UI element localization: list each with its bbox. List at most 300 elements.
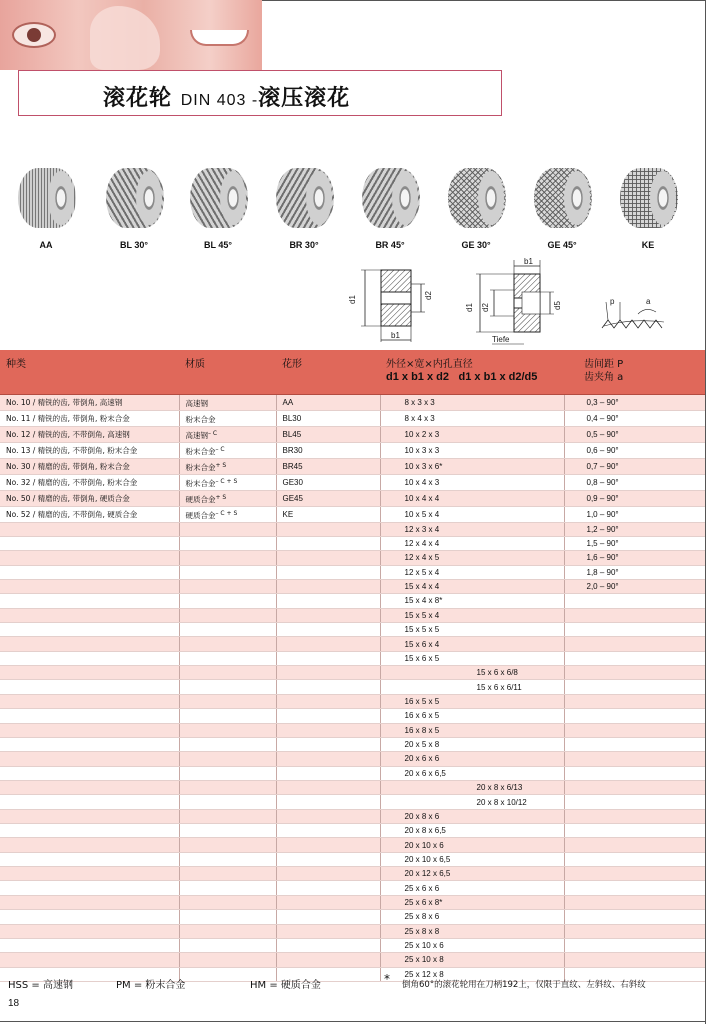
cell-material [179, 824, 276, 838]
cell-pattern [276, 608, 380, 622]
material-suffix: + S [215, 493, 227, 501]
cell-type [0, 938, 179, 952]
cell-pitch [564, 490, 705, 506]
cell-material-text: 粉末合金 [185, 478, 216, 488]
cell-material [179, 637, 276, 651]
cell-dimensions-text: 20 x 8 x 6/13 [476, 783, 523, 793]
table-row [0, 938, 705, 952]
table-header-row [0, 350, 705, 394]
cell-dimensions-text: 8 x 4 x 3 [404, 413, 435, 423]
cell-pattern-text: GE30 [282, 477, 303, 487]
cell-pattern [276, 852, 380, 866]
cell-pattern [276, 623, 380, 637]
cell-pitch [564, 594, 705, 608]
cell-material [179, 895, 276, 909]
title-cn: 滚花轮 [103, 86, 173, 111]
material-suffix: + S [215, 461, 227, 469]
cell-pitch-text: 0,7 – 90° [586, 461, 619, 471]
material-suffix: – C + S [215, 509, 238, 517]
material-suffix: – C + S [215, 477, 238, 485]
cell-pattern [276, 666, 380, 680]
table-row [0, 924, 705, 938]
title-cn2: 滚压滚花 [258, 86, 351, 111]
cell-material-text: 高速钢 [185, 430, 208, 440]
wheel-bl45-icon [190, 168, 248, 230]
cell-pitch-text: 0,5 – 90° [586, 429, 619, 439]
header-material: 材质 [179, 350, 276, 394]
cell-material [179, 506, 276, 522]
cell-material [179, 623, 276, 637]
cell-pitch [564, 551, 705, 565]
cell-pattern [276, 680, 380, 694]
knurl-spec-table [0, 350, 705, 982]
cell-material [179, 953, 276, 967]
cell-pattern-text: AA [282, 397, 294, 407]
material-suffix: – C [215, 445, 225, 453]
cell-pitch [564, 938, 705, 952]
table-row [0, 506, 705, 522]
cell-pattern [276, 565, 380, 579]
profile-p-label: p [610, 297, 615, 306]
cell-dimensions-text: 25 x 6 x 8* [404, 898, 443, 908]
cell-dimensions-text: 12 x 4 x 4 [404, 539, 440, 549]
cell-pattern [276, 723, 380, 737]
cell-type [0, 506, 179, 522]
table-row [0, 867, 705, 881]
cell-dimensions-text: 20 x 8 x 10/12 [476, 797, 527, 807]
cell-type [0, 895, 179, 909]
cell-type [0, 838, 179, 852]
drawing-section-plain [345, 262, 445, 348]
table-row [0, 623, 705, 637]
cell-dimensions-text: 10 x 5 x 4 [404, 509, 440, 519]
header-dims-line1: 外径×宽×内孔直径 [386, 359, 473, 370]
cell-pattern [276, 824, 380, 838]
table-row [0, 651, 705, 665]
cell-dimensions-text: 12 x 3 x 4 [404, 524, 440, 534]
cell-dimensions-text: 20 x 10 x 6,5 [404, 854, 451, 864]
cell-material [179, 924, 276, 938]
cell-dimensions [380, 536, 564, 550]
cell-material [179, 551, 276, 565]
cell-pitch [564, 666, 705, 680]
wheel-label-ke: KE [641, 240, 655, 250]
cell-material-text: 粉末合金 [185, 462, 216, 472]
cell-pitch [564, 852, 705, 866]
cell-material [179, 838, 276, 852]
cell-dimensions-text: 10 x 4 x 4 [404, 493, 440, 503]
cell-pattern [276, 867, 380, 881]
cell-pattern [276, 426, 380, 442]
cell-pattern [276, 752, 380, 766]
cell-pitch [564, 809, 705, 823]
cell-dimensions-text: 16 x 5 x 5 [404, 696, 440, 706]
cell-pitch-text: 0,4 – 90° [586, 413, 619, 423]
cell-pitch [564, 522, 705, 536]
cell-dimensions-text: 20 x 5 x 8 [404, 740, 440, 750]
cell-dimensions-text: 25 x 8 x 8 [404, 926, 440, 936]
cell-pitch [564, 458, 705, 474]
cell-pitch [564, 752, 705, 766]
dim-tiefe-label: Tiefe [492, 335, 510, 344]
header-banner-photo [0, 0, 262, 70]
cell-pitch [564, 881, 705, 895]
cell-pitch [564, 838, 705, 852]
table-row [0, 780, 705, 794]
cell-pitch [564, 723, 705, 737]
table-row [0, 522, 705, 536]
wheel-br45-icon [362, 168, 420, 230]
cell-type [0, 474, 179, 490]
cell-pitch [564, 694, 705, 708]
cell-material [179, 651, 276, 665]
cell-dimensions [380, 490, 564, 506]
cell-dimensions [380, 895, 564, 909]
cell-type [0, 766, 179, 780]
cell-material-text: 硬质合金 [185, 510, 216, 520]
table-row [0, 410, 705, 426]
cell-material [179, 852, 276, 866]
cell-type [0, 953, 179, 967]
cell-pitch [564, 780, 705, 794]
cell-dimensions [380, 551, 564, 565]
cell-dimensions-text: 10 x 3 x 6* [404, 461, 443, 471]
cell-material [179, 795, 276, 809]
cell-material [179, 474, 276, 490]
cell-material [179, 809, 276, 823]
cell-dimensions [380, 680, 564, 694]
cell-type [0, 536, 179, 550]
cell-type [0, 490, 179, 506]
cell-dimensions [380, 565, 564, 579]
title-din: DIN 403 - [180, 92, 259, 109]
cell-pitch [564, 426, 705, 442]
cell-dimensions [380, 737, 564, 751]
table-row [0, 490, 705, 506]
cell-dimensions [380, 637, 564, 651]
drawing-tooth-profile [598, 292, 668, 338]
cell-pitch [564, 824, 705, 838]
title-box [18, 70, 502, 116]
header-pattern: 花形 [276, 350, 380, 394]
cell-material [179, 594, 276, 608]
cell-material [179, 867, 276, 881]
header-pitch [564, 350, 705, 394]
cell-dimensions-text: 16 x 6 x 5 [404, 711, 440, 721]
cell-type [0, 623, 179, 637]
cell-dimensions [380, 795, 564, 809]
legend-hss: HSS = 高速钢 [8, 980, 73, 991]
cell-pitch [564, 867, 705, 881]
cell-dimensions-text: 15 x 6 x 5 [404, 653, 440, 663]
cell-type [0, 594, 179, 608]
cell-dimensions [380, 780, 564, 794]
cell-pitch [564, 680, 705, 694]
table-row [0, 458, 705, 474]
dim-d1-label-2: d1 [465, 303, 474, 312]
cell-type [0, 608, 179, 622]
cell-pitch [564, 506, 705, 522]
cell-type [0, 809, 179, 823]
cell-pattern [276, 474, 380, 490]
cell-dimensions [380, 938, 564, 952]
page-number: 18 [8, 998, 20, 1009]
cell-dimensions [380, 709, 564, 723]
cell-pitch-text: 2,0 – 90° [586, 582, 619, 592]
cell-dimensions [380, 623, 564, 637]
cell-type [0, 651, 179, 665]
cell-type [0, 824, 179, 838]
cell-material [179, 410, 276, 426]
cell-dimensions [380, 594, 564, 608]
table-row [0, 895, 705, 909]
dim-d5-label: d5 [553, 301, 562, 310]
cell-dimensions [380, 752, 564, 766]
cell-material [179, 394, 276, 410]
cell-dimensions-text: 20 x 12 x 6,5 [404, 869, 451, 879]
cell-dimensions [380, 694, 564, 708]
cell-pattern [276, 637, 380, 651]
header-pitch-line1: 齿间距 P [584, 359, 624, 370]
cell-material [179, 723, 276, 737]
cell-dimensions-text: 25 x 8 x 6 [404, 912, 440, 922]
cell-pitch [564, 623, 705, 637]
cell-dimensions-text: 20 x 8 x 6,5 [404, 826, 446, 836]
cell-dimensions-text: 10 x 2 x 3 [404, 429, 440, 439]
cell-pattern [276, 551, 380, 565]
wheel-ge45-icon [534, 168, 592, 230]
cell-dimensions [380, 824, 564, 838]
table-row [0, 694, 705, 708]
cell-type [0, 924, 179, 938]
cell-type [0, 565, 179, 579]
legend-hm: HM = 硬质合金 [250, 980, 321, 991]
cell-dimensions [380, 506, 564, 522]
cell-pitch-text: 1,0 – 90° [586, 509, 619, 519]
cell-pitch [564, 737, 705, 751]
legend-pm: PM = 粉末合金 [116, 980, 186, 991]
table-row [0, 809, 705, 823]
cell-material [179, 666, 276, 680]
wheel-aa-icon [18, 168, 76, 230]
cell-pitch-text: 1,8 – 90° [586, 567, 619, 577]
cell-dimensions-text: 15 x 4 x 4 [404, 582, 440, 592]
cell-type [0, 752, 179, 766]
cell-type [0, 910, 179, 924]
cell-dimensions-text: 25 x 12 x 8 [404, 969, 444, 979]
cell-pattern [276, 795, 380, 809]
cell-material [179, 458, 276, 474]
table-row [0, 442, 705, 458]
cell-pattern [276, 694, 380, 708]
cell-type [0, 426, 179, 442]
cell-dimensions [380, 651, 564, 665]
cell-pitch-text: 0,9 – 90° [586, 493, 619, 503]
cell-type-text: No. 32 / 精磨的齿, 不带倒角, 粉末合金 [6, 477, 138, 487]
cell-pattern [276, 579, 380, 593]
cell-pitch [564, 410, 705, 426]
cell-pitch [564, 608, 705, 622]
table-row [0, 953, 705, 967]
cell-pitch [564, 394, 705, 410]
cell-material-text: 高速钢 [185, 398, 208, 408]
table-row [0, 608, 705, 622]
cell-type-text: No. 10 / 精铣的齿, 带倒角, 高速钢 [6, 397, 123, 407]
cell-type [0, 458, 179, 474]
cell-material-text: 粉末合金 [185, 446, 216, 456]
cell-type-text: No. 13 / 精铣的齿, 不带倒角, 粉末合金 [6, 445, 138, 455]
note-asterisk: * [384, 972, 390, 986]
wheel-bl30-icon [106, 168, 164, 230]
header-pitch-line2: 齿夹角 a [584, 372, 624, 383]
table-row [0, 881, 705, 895]
cell-material [179, 536, 276, 550]
cell-dimensions-text: 20 x 6 x 6,5 [404, 768, 446, 778]
cell-type [0, 780, 179, 794]
dim-b1-label-2: b1 [524, 257, 533, 266]
cell-dimensions [380, 723, 564, 737]
cell-pattern [276, 709, 380, 723]
cell-pitch-text: 0,3 – 90° [586, 397, 619, 407]
cell-material [179, 442, 276, 458]
cell-type [0, 737, 179, 751]
cell-material [179, 752, 276, 766]
table-row [0, 838, 705, 852]
cell-type-text: No. 30 / 精磨的齿, 带倒角, 粉末合金 [6, 461, 130, 471]
cell-dimensions [380, 458, 564, 474]
cell-material [179, 910, 276, 924]
cell-pitch [564, 924, 705, 938]
table-row [0, 551, 705, 565]
cell-dimensions [380, 953, 564, 967]
wheel-label-br45: BR 45° [375, 240, 405, 250]
table-body [0, 394, 705, 982]
table-row [0, 910, 705, 924]
cell-type [0, 852, 179, 866]
wheel-label-ge30: GE 30° [461, 240, 491, 250]
cell-pitch-text: 1,5 – 90° [586, 539, 619, 549]
cell-pitch [564, 637, 705, 651]
table-row [0, 752, 705, 766]
cell-dimensions-text: 15 x 5 x 4 [404, 610, 440, 620]
cell-pitch [564, 795, 705, 809]
cell-pitch [564, 709, 705, 723]
cell-pitch [564, 579, 705, 593]
wheel-label-aa: AA [39, 240, 53, 250]
table-row [0, 474, 705, 490]
cell-pattern-text: KE [282, 509, 294, 519]
cell-material [179, 766, 276, 780]
wheel-br30-icon [276, 168, 334, 230]
cell-pattern [276, 506, 380, 522]
cell-dimensions [380, 838, 564, 852]
cell-pattern [276, 766, 380, 780]
cell-type [0, 680, 179, 694]
cell-dimensions [380, 442, 564, 458]
table-row [0, 426, 705, 442]
cell-type [0, 637, 179, 651]
header-dims-line2a: d1 x b1 x d2 [386, 371, 449, 383]
cell-material [179, 938, 276, 952]
cell-pattern [276, 490, 380, 506]
cell-type [0, 709, 179, 723]
cell-dimensions [380, 852, 564, 866]
cell-pattern [276, 838, 380, 852]
page-title [103, 81, 350, 112]
cell-pitch [564, 442, 705, 458]
cell-dimensions-text: 12 x 4 x 5 [404, 553, 440, 563]
cell-material-text: 硬质合金 [185, 494, 216, 504]
cell-type [0, 694, 179, 708]
cell-dimensions-text: 10 x 3 x 3 [404, 445, 440, 455]
cell-pattern [276, 442, 380, 458]
cell-pattern [276, 910, 380, 924]
chamfer-note: 倒角60°的滚花轮用在刀柄192上，仅限于直纹、左斜纹、右斜纹 [402, 980, 646, 990]
cell-pitch [564, 536, 705, 550]
bottom-border [0, 1021, 706, 1022]
cell-dimensions-text: 25 x 10 x 8 [404, 955, 444, 965]
cell-pattern [276, 737, 380, 751]
header-dims-line2b: d1 x b1 x d2/d5 [458, 371, 538, 383]
cell-type-text: No. 12 / 精铣的齿, 不带倒角, 高速钢 [6, 429, 130, 439]
cell-pattern [276, 881, 380, 895]
hand-photo-icon [90, 6, 160, 70]
cell-dimensions-text: 20 x 10 x 6 [404, 840, 444, 850]
cell-dimensions [380, 608, 564, 622]
cell-pitch [564, 651, 705, 665]
cell-type [0, 666, 179, 680]
table-row [0, 394, 705, 410]
cell-material [179, 522, 276, 536]
cell-type [0, 723, 179, 737]
cell-type [0, 881, 179, 895]
cell-dimensions-text: 12 x 5 x 4 [404, 567, 440, 577]
header-dimensions [380, 350, 564, 394]
table-row [0, 565, 705, 579]
cell-pitch [564, 910, 705, 924]
cell-dimensions [380, 522, 564, 536]
cell-material [179, 490, 276, 506]
dim-b1-label: b1 [391, 331, 400, 340]
cell-pattern [276, 938, 380, 952]
cell-pitch [564, 565, 705, 579]
cell-dimensions [380, 924, 564, 938]
cell-pattern [276, 780, 380, 794]
cell-material [179, 565, 276, 579]
cell-dimensions-text: 15 x 5 x 5 [404, 625, 440, 635]
cell-dimensions-text: 16 x 8 x 5 [404, 725, 440, 735]
cell-type [0, 522, 179, 536]
cell-pattern [276, 895, 380, 909]
cell-pattern [276, 809, 380, 823]
cell-pitch-text: 0,8 – 90° [586, 477, 619, 487]
cell-material [179, 694, 276, 708]
drawing-section-stepped [462, 252, 572, 348]
wheel-label-bl30: BL 30° [120, 240, 148, 250]
cell-dimensions-text: 10 x 4 x 3 [404, 477, 440, 487]
table-row [0, 766, 705, 780]
wheel-ge30-icon [448, 168, 506, 230]
cell-dimensions-text: 15 x 4 x 8* [404, 596, 443, 606]
cell-dimensions-text: 20 x 8 x 6 [404, 811, 440, 821]
cell-pattern [276, 953, 380, 967]
cell-material [179, 709, 276, 723]
cell-pitch-text: 1,6 – 90° [586, 553, 619, 563]
cell-type [0, 394, 179, 410]
cell-dimensions-text: 15 x 6 x 4 [404, 639, 440, 649]
table-row [0, 637, 705, 651]
cell-pitch [564, 953, 705, 967]
